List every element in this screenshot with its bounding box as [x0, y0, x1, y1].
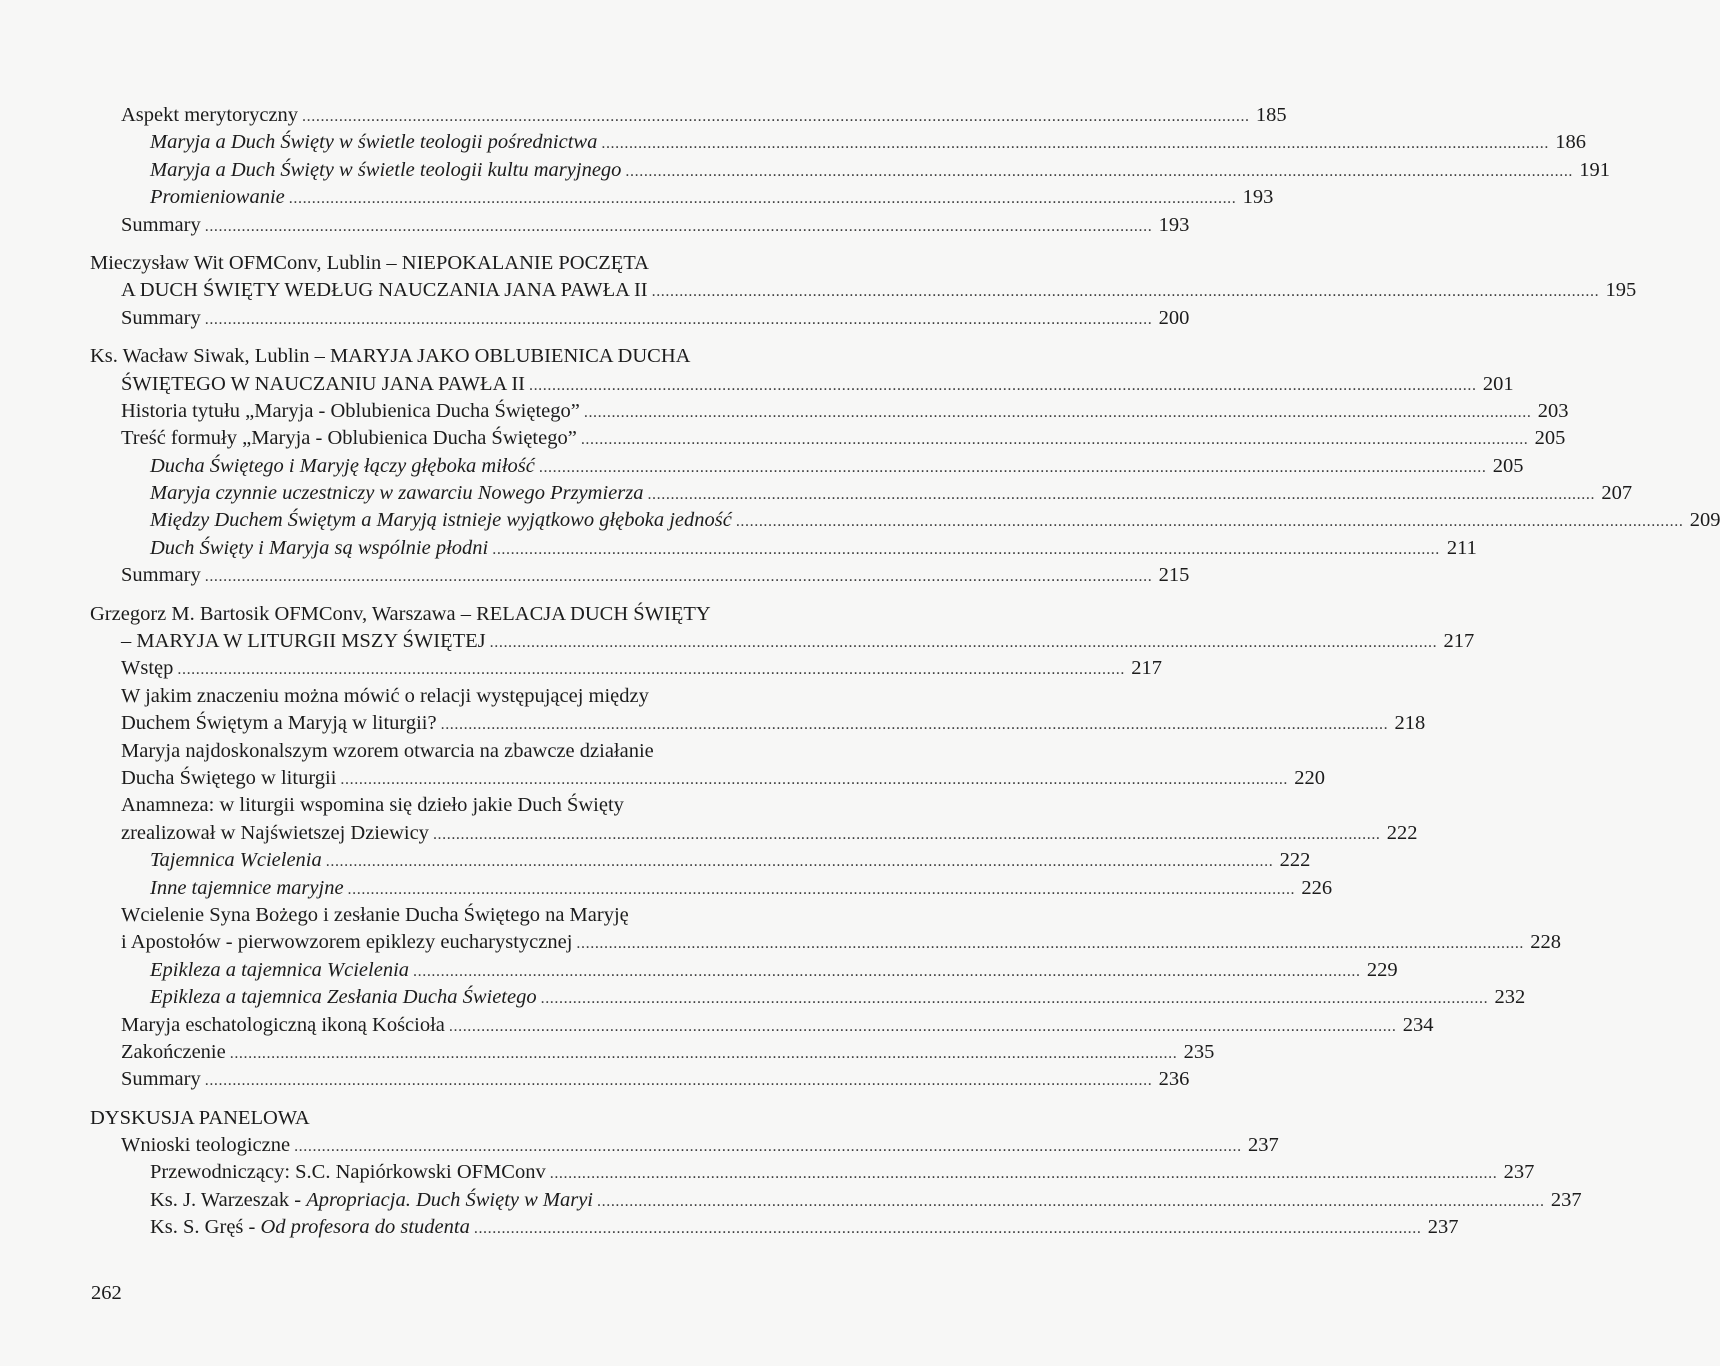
toc-entry-text: Duchem Świętym a Maryją w liturgii?: [121, 712, 437, 735]
dot-leader: [550, 1160, 1498, 1187]
toc-entry: [90, 305, 1190, 332]
dot-leader: [449, 1013, 1397, 1040]
toc-entry-text: Ks. S. Gręś -: [150, 1216, 261, 1239]
toc-entry-title: [150, 480, 643, 507]
dot-leader: [441, 711, 1389, 738]
toc-entry-page: 220: [1294, 766, 1326, 789]
toc-section: [90, 601, 1562, 1094]
toc-entry-page: 234: [1402, 1013, 1434, 1036]
toc-entry-title: [90, 343, 690, 370]
toc-entry-title: [150, 984, 537, 1011]
toc-entry: [90, 710, 1426, 737]
toc-entry-title: [121, 305, 201, 332]
dot-leader: [205, 1067, 1153, 1094]
toc-section: [90, 343, 1720, 590]
toc-entry: [90, 820, 1418, 847]
toc-entry-title: [121, 398, 580, 425]
toc-entry-text: Epikleza a tajemnica Zesłania Ducha Świetego: [150, 986, 537, 1009]
page-number: 262: [91, 1282, 122, 1304]
toc-entry-page: 193: [1242, 186, 1274, 209]
dot-leader: [490, 629, 1438, 656]
toc-entry-page: 236: [1158, 1068, 1190, 1091]
toc-entry-title: [121, 628, 486, 655]
toc-entry-page: 235: [1183, 1040, 1215, 1063]
dot-leader: [529, 372, 1477, 399]
toc-entry-text: Ducha Świętego i Maryję łączy głęboka miłość: [150, 454, 535, 477]
toc-section: [90, 102, 1611, 239]
toc-entry-title: [121, 655, 173, 682]
toc-entry-title: [121, 102, 298, 129]
toc-entry-text: Ducha Świętego w liturgii: [121, 766, 337, 789]
toc-entry-page: 228: [1530, 931, 1562, 954]
toc-entry-title: [121, 792, 624, 819]
toc-entry-page: 237: [1427, 1216, 1459, 1239]
dot-leader: [601, 130, 1549, 157]
toc-entry: [90, 425, 1566, 452]
toc-entry-text: Grzegorz M. Bartosik OFMConv, Warszawa – RELACJA DUCH ŚWIĘTY: [90, 602, 711, 625]
toc-entry-text: Mieczysław Wit OFMConv, Lublin – NIEPOKALANIE POCZĘTA: [90, 251, 649, 274]
toc-entry-page: 226: [1301, 876, 1333, 899]
toc-entry-page: 232: [1494, 986, 1526, 1009]
dot-leader: [230, 1040, 1178, 1067]
toc-entry-title: [150, 1214, 470, 1241]
toc-entry-title: [121, 212, 201, 239]
toc-entry-page: 186: [1555, 131, 1586, 154]
dot-leader: [205, 306, 1153, 333]
toc-entry: [90, 398, 1569, 425]
toc-entry: [90, 129, 1586, 156]
toc-entry-title: [121, 765, 336, 792]
toc-entry-page: 195: [1605, 279, 1637, 302]
toc-entry: [90, 250, 864, 277]
toc-entry-title: [121, 1012, 445, 1039]
toc-entry-page: 217: [1443, 630, 1475, 653]
toc-entry-text: Epikleza a tajemnica Wcielenia: [150, 958, 410, 981]
dot-leader: [302, 103, 1250, 130]
toc-entry-text: Wcielenie Syna Bożego i zesłanie Ducha Świętego na Maryję: [121, 903, 629, 926]
toc-entry-title: [121, 738, 654, 765]
toc-entry-text: Przewodniczący: S.C. Napiórkowski OFMConv: [150, 1161, 546, 1184]
toc-entry-italic-text: Apropriacja. Duch Święty w Maryi: [306, 1188, 594, 1211]
toc-entry-title: [121, 820, 429, 847]
toc-entry: [90, 655, 1162, 682]
toc-entry-text: Inne tajemnice maryjne: [150, 876, 344, 899]
toc-entry: [90, 480, 1633, 507]
toc-entry-text: Anamneza: w liturgii wspomina się dzieło jakie Duch Święty: [121, 794, 624, 817]
dot-leader: [289, 185, 1237, 212]
toc-entry-page: 222: [1279, 849, 1311, 872]
dot-leader: [294, 1133, 1242, 1160]
toc-entry-page: 229: [1366, 958, 1398, 981]
dot-leader: [541, 985, 1489, 1012]
toc-entry-title: [150, 957, 409, 984]
toc-entry-title: [90, 250, 649, 277]
toc-entry: [90, 738, 864, 765]
dot-leader: [340, 766, 1288, 793]
toc-entry-title: [150, 875, 344, 902]
toc-entry-title: [121, 425, 577, 452]
dot-leader: [205, 563, 1153, 590]
dot-leader: [647, 481, 1595, 508]
toc-entry-text: zrealizował w Najświetszej Dziewicy: [121, 821, 429, 844]
toc-entry: [90, 628, 1475, 655]
dot-leader: [177, 656, 1125, 683]
toc-entry-title: [90, 601, 711, 628]
toc-entry: [90, 184, 1274, 211]
toc-entry: [90, 683, 864, 710]
toc-entry-text: Summary: [121, 213, 201, 236]
toc-section: [90, 250, 1637, 332]
dot-leader: [205, 213, 1153, 240]
toc-entry-text: Maryja a Duch Święty w świetle teologii kultu maryjnego: [150, 158, 622, 181]
toc-entry-text: ŚWIĘTEGO W NAUCZANIU JANA PAWŁA II: [121, 372, 525, 395]
toc-entry-title: [150, 453, 535, 480]
dot-leader: [539, 454, 1487, 481]
toc-entry: [90, 371, 1514, 398]
toc-entry-title: [121, 371, 525, 398]
dot-leader: [413, 958, 1361, 985]
toc-entry-text: Promieniowanie: [150, 186, 285, 209]
dot-leader: [597, 1188, 1545, 1215]
toc-entry-text: Ks. J. Warzeszak -: [150, 1188, 307, 1211]
toc-entry: [90, 535, 1477, 562]
dot-leader: [348, 876, 1296, 903]
toc-entry: [90, 1187, 1582, 1214]
toc-entry-title: [121, 1039, 226, 1066]
toc-entry-title: [150, 1187, 593, 1214]
dot-leader: [492, 536, 1440, 563]
toc-entry-title: [121, 562, 201, 589]
dot-leader: [474, 1215, 1422, 1242]
toc-entry-title: [150, 129, 597, 156]
toc-entry-italic-text: Od profesora do studenta: [260, 1216, 470, 1239]
toc-entry-page: 218: [1394, 712, 1426, 735]
toc-entry-page: 217: [1131, 657, 1162, 680]
dot-leader: [584, 399, 1532, 426]
toc-entry: [90, 507, 1720, 534]
toc-entry-text: W jakim znaczeniu można mówić o relacji występującej między: [121, 684, 649, 707]
toc-entry-page: 185: [1255, 104, 1287, 126]
toc-entry-text: DYSKUSJA PANELOWA: [90, 1106, 310, 1129]
toc-entry-page: 237: [1550, 1188, 1582, 1211]
toc-entry: [90, 102, 1287, 129]
dot-leader: [433, 821, 1381, 848]
dot-leader: [581, 426, 1529, 453]
toc-entry-page: 207: [1601, 482, 1633, 505]
toc-entry: [90, 984, 1526, 1011]
toc-entry-text: Wstęp: [121, 657, 174, 680]
toc-entry: [90, 1066, 1190, 1093]
toc-entry-title: [90, 1105, 310, 1132]
toc-entry-title: [121, 929, 572, 956]
toc-entry-text: Maryja najdoskonalszym wzorem otwarcia na zbawcze działanie: [121, 739, 654, 762]
toc-entry-page: 215: [1158, 564, 1190, 587]
toc-entry-title: [150, 1159, 546, 1186]
toc-entry-page: 205: [1534, 427, 1566, 450]
toc-entry-page: 200: [1158, 306, 1190, 329]
toc-entry: [90, 1132, 1279, 1159]
toc-entry: [90, 875, 1333, 902]
toc-entry-page: 205: [1492, 454, 1524, 477]
table-of-contents: [90, 102, 1720, 1253]
toc-entry-title: [150, 184, 285, 211]
toc-entry: [90, 1105, 864, 1132]
toc-entry: [90, 157, 1611, 184]
toc-entry-text: – MARYJA W LITURGII MSZY ŚWIĘTEJ: [121, 630, 486, 653]
toc-entry-page: 191: [1579, 158, 1611, 181]
toc-entry: [90, 1039, 1215, 1066]
toc-entry-text: Summary: [121, 564, 201, 587]
toc-entry: [90, 792, 864, 819]
toc-entry-text: i Apostołów - pierwowzorem epiklezy eucharystycznej: [121, 931, 573, 954]
toc-entry-text: Wnioski teologiczne: [121, 1134, 291, 1157]
toc-entry-page: 201: [1482, 372, 1514, 395]
toc-entry: [90, 212, 1190, 239]
toc-entry-text: Maryja a Duch Święty w świetle teologii pośrednictwa: [150, 131, 598, 154]
toc-entry: [90, 847, 1311, 874]
toc-entry-text: Maryja czynnie uczestniczy w zawarciu Nowego Przymierza: [150, 482, 644, 505]
toc-entry-page: 237: [1503, 1161, 1535, 1184]
toc-entry-page: 222: [1386, 821, 1418, 844]
toc-entry-text: Summary: [121, 1068, 201, 1091]
toc-entry-text: Historia tytułu „Maryja - Oblubienica Ducha Świętego”: [121, 399, 580, 422]
dot-leader: [652, 278, 1600, 305]
toc-entry-page: 203: [1537, 399, 1569, 422]
toc-entry-title: [150, 847, 322, 874]
toc-entry-page: 209: [1689, 509, 1720, 532]
toc-entry-text: Zakończenie: [121, 1040, 226, 1063]
toc-entry-page: 193: [1158, 213, 1190, 236]
toc-entry: [90, 1159, 1535, 1186]
toc-entry-title: [150, 507, 732, 534]
toc-entry-title: [121, 277, 648, 304]
dot-leader: [326, 848, 1274, 875]
toc-section: [90, 1105, 1582, 1242]
toc-entry: [90, 765, 1326, 792]
toc-entry: [90, 562, 1190, 589]
toc-entry-title: [121, 683, 649, 710]
toc-entry: [90, 929, 1562, 956]
toc-entry: [90, 957, 1398, 984]
toc-entry: [90, 343, 864, 370]
toc-entry-page: 237: [1247, 1134, 1279, 1157]
toc-entry-text: Tajemnica Wcielenia: [150, 849, 322, 872]
toc-entry: [90, 902, 864, 929]
dot-leader: [736, 508, 1684, 535]
dot-leader: [576, 930, 1524, 957]
toc-entry-text: Treść formuły „Maryja - Oblubienica Ducha Świętego”: [121, 427, 577, 450]
toc-entry-title: [121, 1132, 290, 1159]
toc-entry-page: 211: [1446, 536, 1477, 559]
toc-entry-title: [121, 1066, 201, 1093]
toc-entry: [90, 1012, 1434, 1039]
toc-entry-title: [150, 157, 621, 184]
toc-entry: [90, 601, 864, 628]
toc-entry-title: [150, 535, 488, 562]
toc-entry-text: Aspekt merytoryczny: [121, 104, 299, 126]
toc-entry-title: [121, 710, 437, 737]
toc-entry-title: [121, 902, 629, 929]
toc-entry-text: Między Duchem Świętym a Maryją istnieje wyjątkowo głęboka jedność: [150, 509, 732, 532]
toc-entry: [90, 1214, 1459, 1241]
toc-entry: [90, 453, 1524, 480]
toc-entry-text: A DUCH ŚWIĘTY WEDŁUG NAUCZANIA JANA PAWŁA II: [121, 279, 648, 302]
toc-entry: [90, 277, 1637, 304]
toc-entry-text: Ks. Wacław Siwak, Lublin – MARYJA JAKO OBLUBIENICA DUCHA: [90, 345, 691, 368]
dot-leader: [625, 158, 1573, 185]
toc-entry-text: Summary: [121, 306, 201, 329]
toc-entry-text: Duch Święty i Maryja są wspólnie płodni: [150, 536, 489, 559]
toc-entry-text: Maryja eschatologiczną ikoną Kościoła: [121, 1013, 445, 1036]
